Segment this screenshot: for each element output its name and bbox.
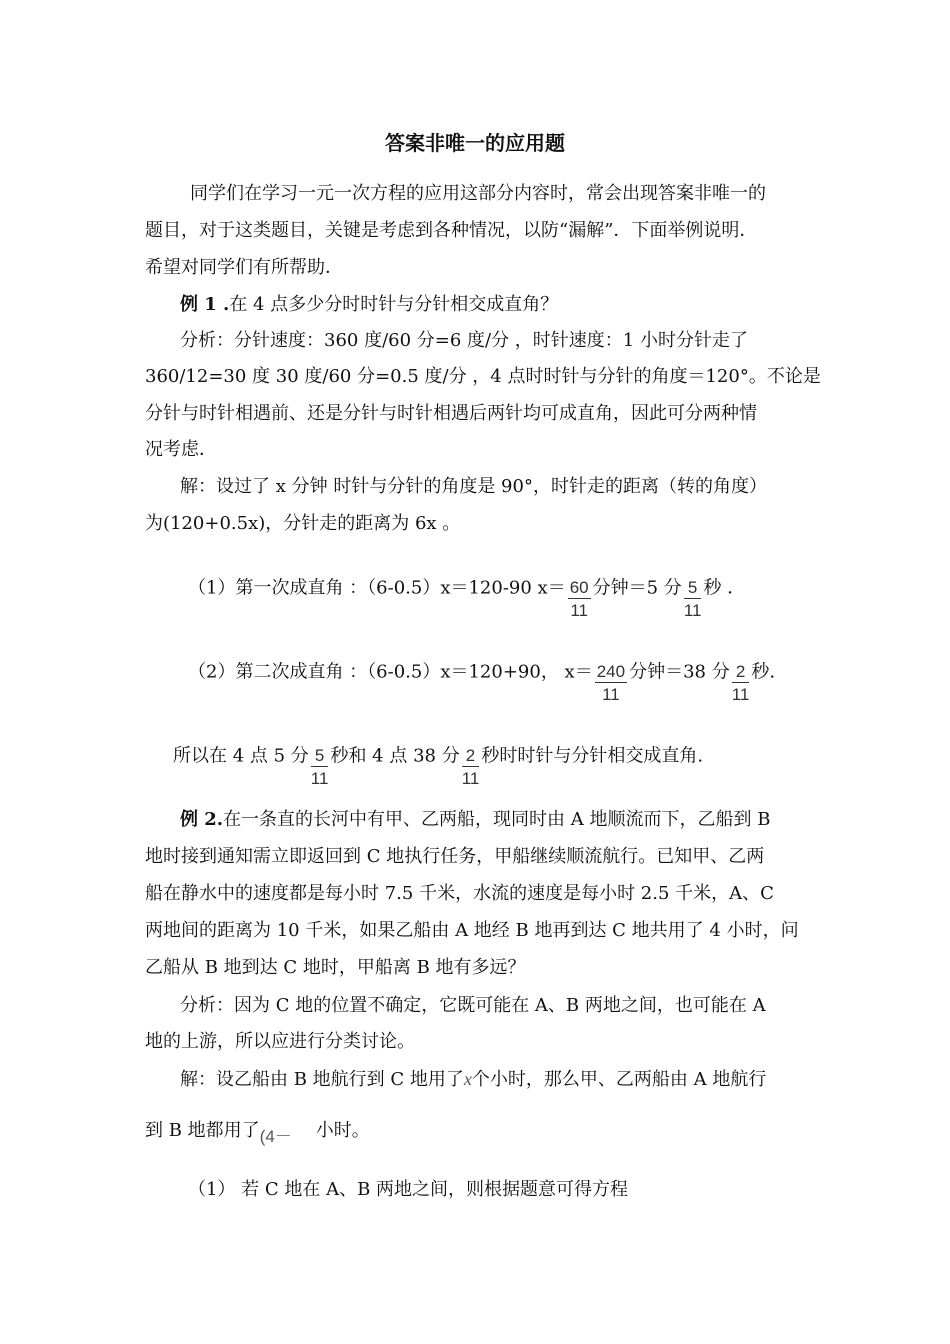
conclusion-text-b: 秒和 4 点 38 分: [330, 745, 460, 767]
expression-4-minus: (4－: [259, 1127, 292, 1146]
ex1-solution-line-2: 为(120+0.5x)，分针走的距离为 6x 。: [145, 513, 461, 534]
example-2-label: 例 2.: [180, 809, 224, 830]
ex2-question-line-3: 船在静水中的速度都是每小时 7.5 千米，水流的速度是每小时 2.5 千米，A、C: [145, 883, 774, 904]
fraction-denominator: 11: [461, 769, 480, 788]
example-1-question-text: 在 4 点多少分时时针与分针相交成直角？: [229, 294, 559, 315]
example-2-question-text: 在一条直的长河中有甲、乙两船，现同时由 A 地顺流而下，乙船到 B: [223, 809, 771, 830]
variable-x: x: [463, 1069, 472, 1089]
ex1-analysis-line-1: 分析：分针速度：360 度/60 分=6 度/分 ，时针速度：1 小时分针走了: [180, 330, 748, 351]
fraction-numerator: 5: [311, 746, 329, 767]
fraction-denominator: 11: [683, 601, 702, 620]
page-title: 答案非唯一的应用题: [385, 131, 565, 155]
ex2-solution-text-b: 个小时，那么甲、乙两船由 A 地航行: [471, 1069, 767, 1090]
ex1-solution-line-1: 解：设过了 x 分钟 时针与分针的角度是 90°，时针走的距离（转的角度）: [180, 476, 767, 497]
intro-line-2: 题目，对于这类题目，关键是考虑到各种情况，以防“漏解”．下面举例说明．: [145, 220, 758, 241]
ex1-case-1: [188, 566, 853, 620]
fraction-numerator: 2: [462, 746, 480, 767]
fraction-numerator: 2: [732, 662, 750, 683]
ex1-analysis-line-3: 分针与时针相遇前、还是分针与时针相遇后两针均可成直角，因此可分两种情: [145, 403, 757, 424]
ex2-question-line-4: 两地间的距离为 10 千米，如果乙船由 A 地经 B 地再到达 C 地共用了 4 小时，问: [145, 920, 799, 941]
conclusion-text-c: 秒时时针与分针相交成直角.: [481, 745, 704, 767]
case-1-text-c: 秒 ．: [703, 577, 746, 599]
ex2-solution-text-a: 解：设乙船由 B 地航行到 C 地用了: [180, 1069, 464, 1090]
ex2-question-line-5: 乙船从 B 地到达 C 地时，甲船离 B 地有多远？: [145, 957, 526, 978]
case-2-text-c: 秒.: [751, 661, 776, 683]
case-2-text-b: 分钟＝38 分: [629, 661, 730, 683]
example-1-question: [180, 294, 845, 316]
intro-line-3: 希望对同学们有所帮助．: [145, 257, 343, 278]
fraction-240-11: [595, 662, 627, 707]
conclusion-text-a: 所以在 4 点 5 分: [173, 745, 309, 767]
ex1-analysis-line-4: 况考虑．: [145, 439, 217, 460]
case-1-text-b: 分钟＝5 分: [592, 577, 682, 599]
intro-line-1: 同学们在学习一元一次方程的应用这部分内容时，常会出现答案非唯一的: [190, 183, 766, 204]
case-2-text-a: （2）第二次成直角 ：（6-0.5）x＝120+90， x＝: [188, 661, 593, 683]
fraction-denominator: 11: [731, 685, 750, 704]
fraction-60-11: [568, 578, 591, 623]
example-1-label: 例 1 .: [180, 294, 230, 315]
example-2-question: [180, 809, 845, 831]
fraction-5-11: [684, 578, 702, 623]
ex2-case-1: （1） 若 C 地在 A、B 两地之间，则根据题意可得方程: [188, 1179, 629, 1200]
ex2-analysis-line-2: 地的上游，所以应进行分类讨论。: [145, 1031, 415, 1052]
fraction-denominator: 11: [570, 601, 588, 620]
ex1-analysis-line-2: 360/12=30 度 30 度/60 分=0.5 度/分 ，4 点时时针与分针的角度＝120°。不论是: [145, 366, 821, 387]
ex1-case-2: [188, 650, 853, 704]
ex2-analysis-line-1: 分析：因为 C 地的位置不确定，它既可能在 A、B 两地之间，也可能在 A: [180, 995, 766, 1016]
fraction-5-11: [311, 746, 329, 791]
fraction-2-11: [732, 662, 750, 707]
fraction-denominator: 11: [310, 769, 329, 788]
ex2-solution2-text-a: 到 B 地都用了: [145, 1120, 260, 1141]
fraction-numerator: 5: [684, 578, 702, 599]
case-1-text-a: （1）第一次成直角 ：（6-0.5）x＝120-90 x＝: [188, 577, 566, 599]
ex1-conclusion: [173, 734, 838, 788]
fraction-numerator: 240: [596, 662, 626, 681]
ex2-solution-line-1: [180, 1068, 845, 1091]
fraction-2-11: [462, 746, 480, 791]
ex2-solution-line-2: [145, 1120, 810, 1146]
ex2-question-line-2: 地时接到通知需立即返回到 C 地执行任务，甲船继续顺流航行。已知甲、乙两: [145, 846, 765, 867]
fraction-numerator: 60: [569, 578, 589, 597]
fraction-denominator: 11: [602, 685, 620, 704]
ex2-solution2-text-b: 小时。: [315, 1120, 370, 1141]
